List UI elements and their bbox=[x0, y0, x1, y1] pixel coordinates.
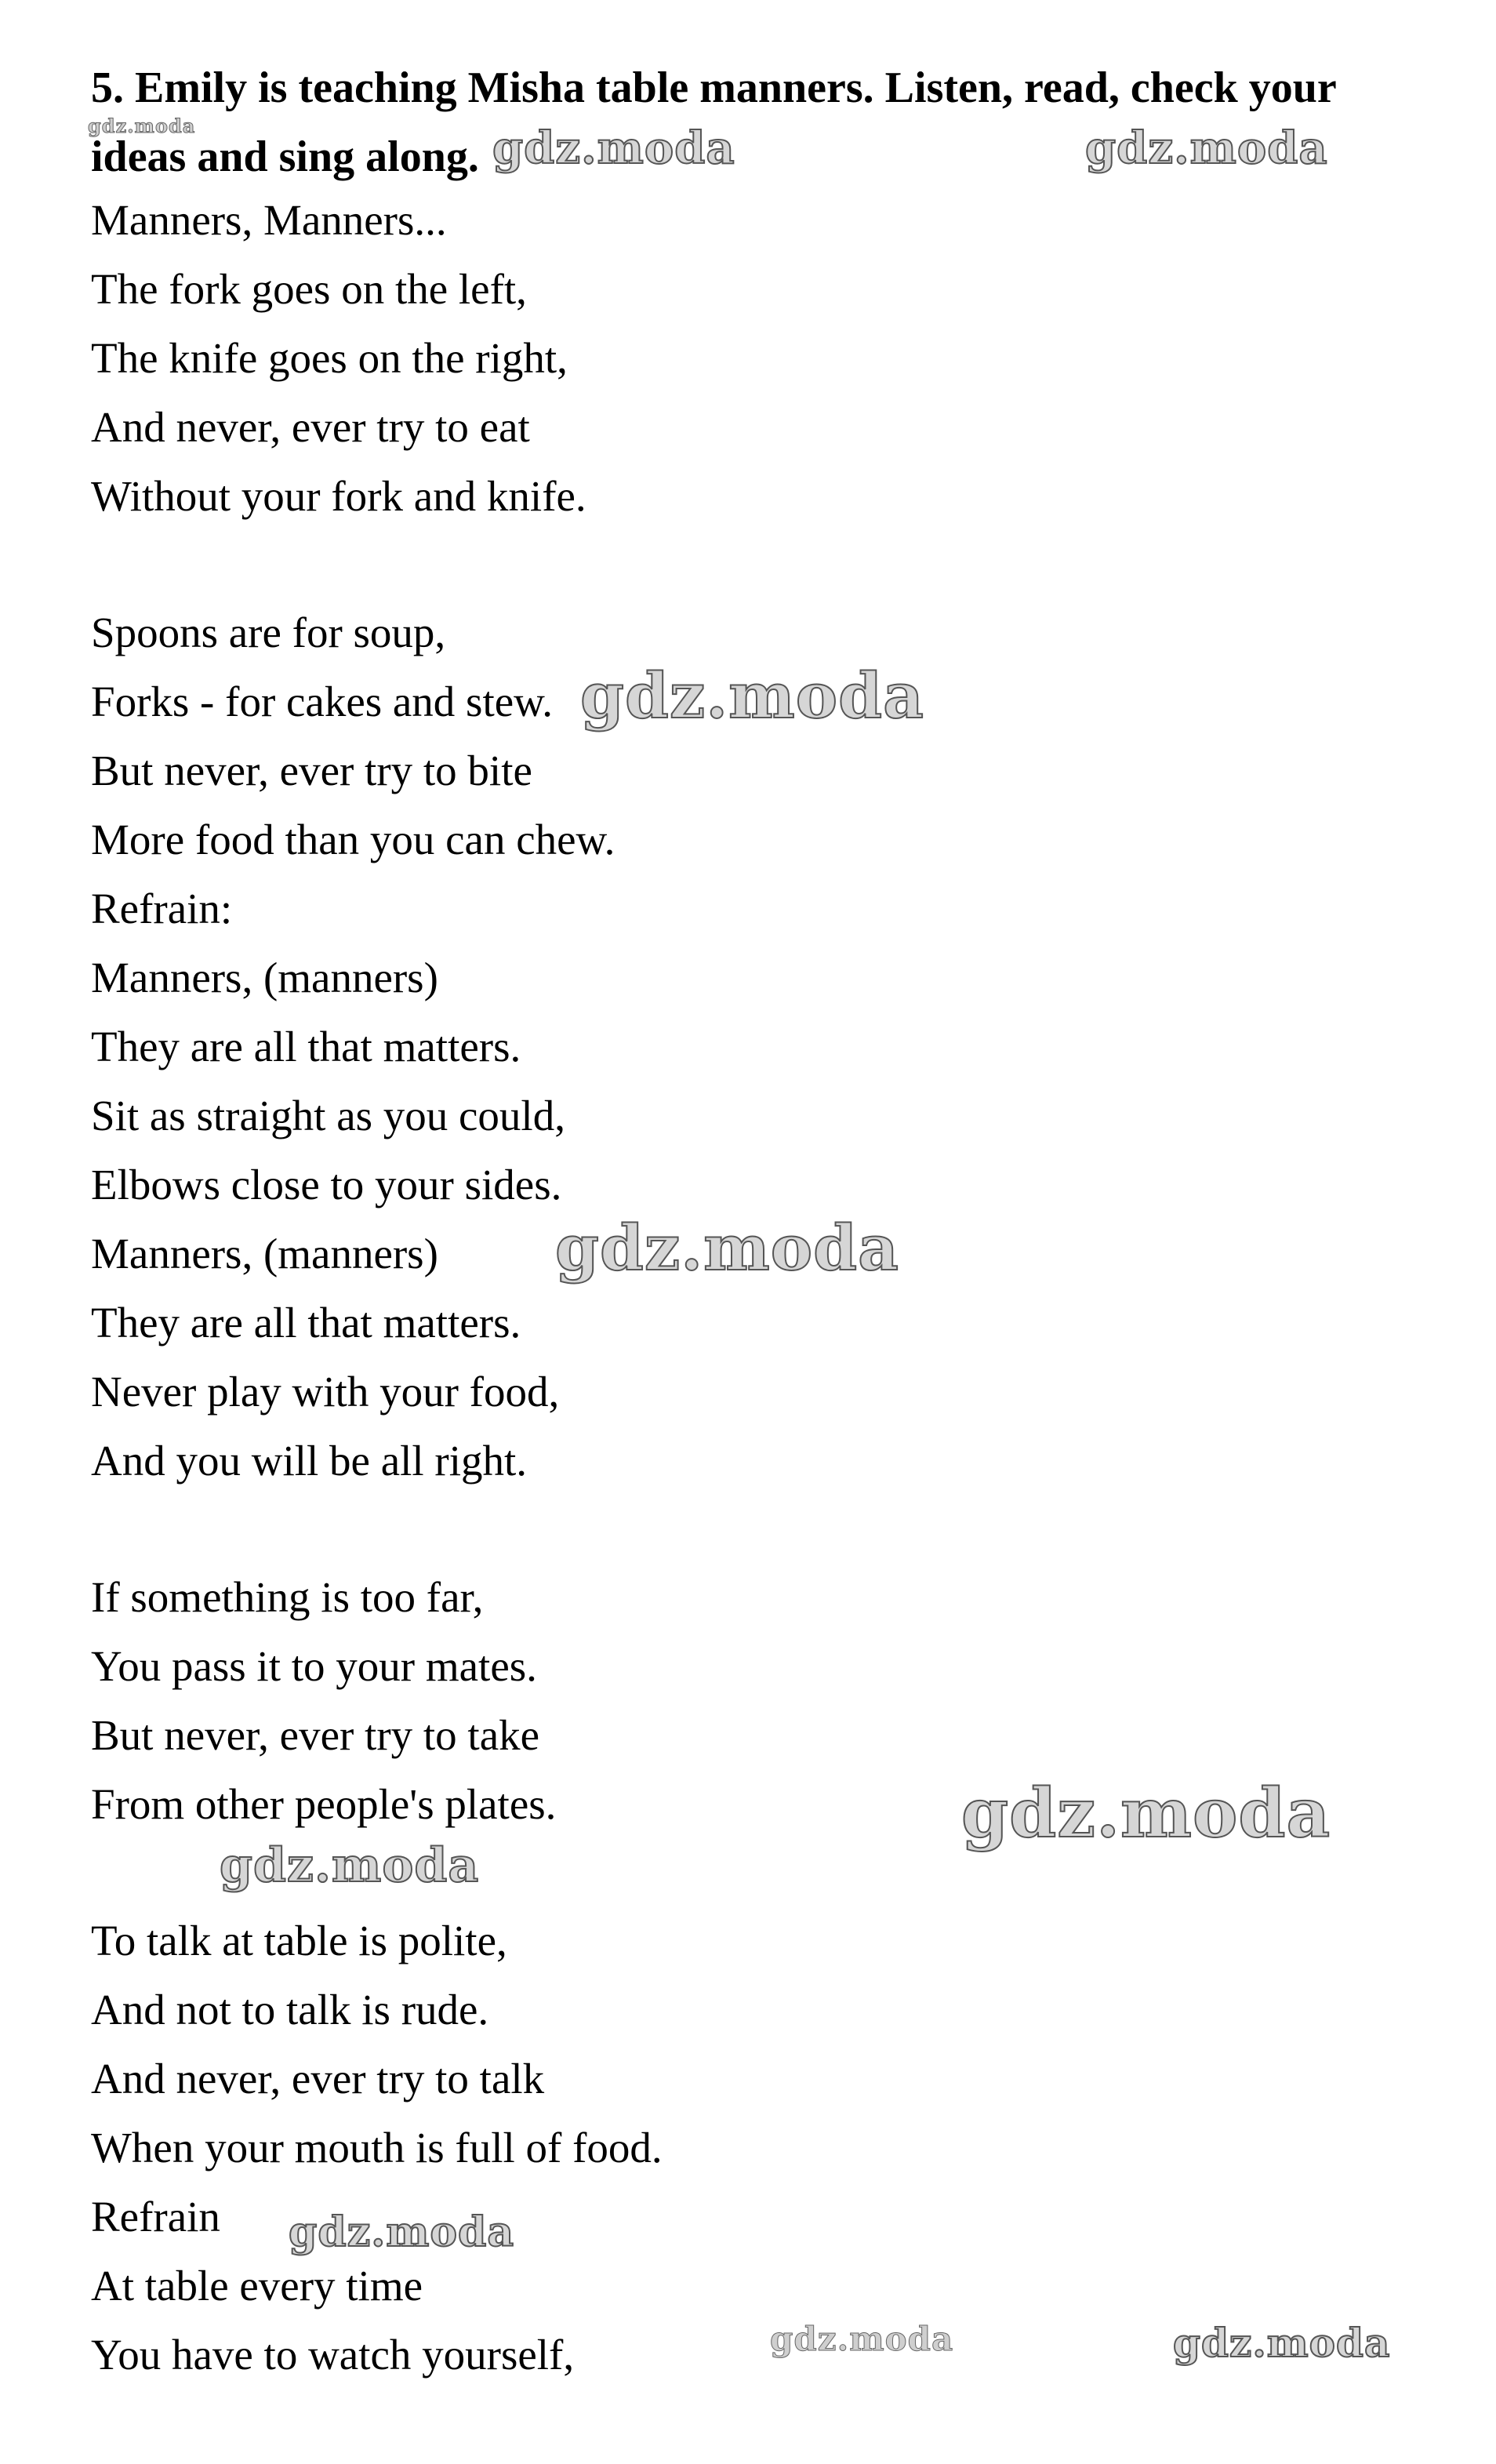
lyric-line: And never, ever try to eat bbox=[91, 403, 530, 451]
lyric-line: From other people's plates. bbox=[91, 1780, 557, 1828]
lyric-line: More food than you can chew. bbox=[91, 816, 615, 863]
lyric-line: Sit as straight as you could, bbox=[91, 1092, 565, 1139]
lyric-line: They are all that matters. bbox=[91, 1299, 521, 1346]
lyric-line: Refrain: bbox=[91, 885, 233, 932]
lyric-line: You pass it to your mates. bbox=[91, 1642, 537, 1690]
watermark: gdz.moda bbox=[1085, 122, 1328, 174]
lyric-line: But never, ever try to take bbox=[91, 1711, 540, 1759]
lyric-line: Manners, (manners) bbox=[91, 954, 438, 1001]
lyric-line: And not to talk is rude. bbox=[91, 1986, 489, 2033]
watermark: gdz.moda bbox=[220, 1838, 480, 1893]
lyric-line: Refrain bbox=[91, 2193, 220, 2240]
lyric-line: Spoons are for soup, bbox=[91, 609, 446, 656]
lyric-line: And never, ever try to talk bbox=[91, 2055, 545, 2102]
watermark: gdz.moda bbox=[555, 1211, 899, 1285]
watermark: gdz.moda bbox=[1173, 2320, 1391, 2366]
lyric-line: Manners, Manners... bbox=[91, 196, 447, 244]
exercise-title: 5. Emily is teaching Misha table manners. Listen, read, check your ideas and sing along. bbox=[91, 64, 1336, 181]
lyric-line: Never play with your food, bbox=[91, 1368, 560, 1416]
lyric-line: Elbows close to your sides. bbox=[91, 1161, 562, 1208]
watermark: gdz.moda bbox=[88, 114, 196, 137]
watermark: gdz.moda bbox=[492, 122, 735, 174]
lyric-line: When your mouth is full of food. bbox=[91, 2124, 663, 2171]
lyric-line: You have to watch yourself, bbox=[91, 2331, 575, 2379]
lyric-line: The knife goes on the right, bbox=[91, 334, 568, 382]
lyric-line: At table every time bbox=[91, 2262, 423, 2310]
lyric-line: Forks - for cakes and stew. bbox=[91, 678, 554, 725]
lyric-line: The fork goes on the left, bbox=[91, 265, 527, 313]
lyric-line: Without your fork and knife. bbox=[91, 472, 586, 520]
lyric-line: If something is too far, bbox=[91, 1573, 484, 1621]
lyric-line: Manners, (manners) bbox=[91, 1230, 438, 1277]
watermark: gdz.moda bbox=[770, 2320, 954, 2358]
watermark: gdz.moda bbox=[580, 659, 924, 732]
lyric-line: But never, ever try to bite bbox=[91, 747, 532, 794]
watermark: gdz.moda bbox=[961, 1774, 1331, 1853]
lyric-line: They are all that matters. bbox=[91, 1023, 521, 1070]
lyric-line: And you will be all right. bbox=[91, 1437, 528, 1485]
lyric-line: To talk at table is polite, bbox=[91, 1917, 507, 1964]
watermark: gdz.moda bbox=[289, 2208, 515, 2256]
